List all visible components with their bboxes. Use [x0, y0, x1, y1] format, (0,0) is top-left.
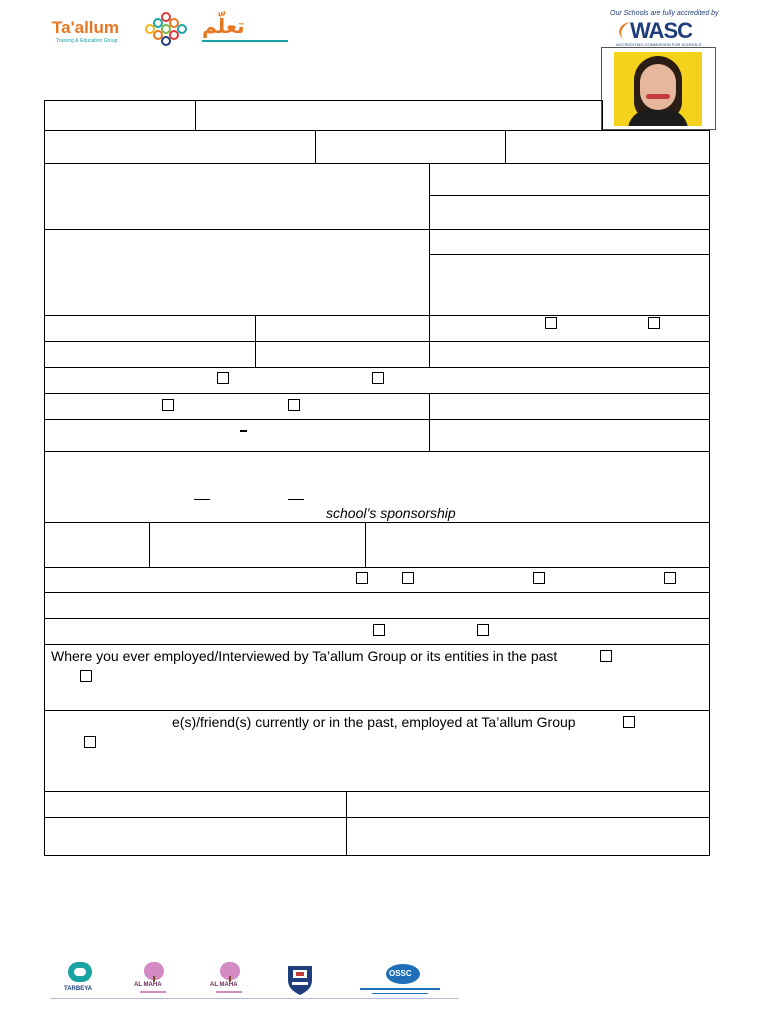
brand-ar-underline	[202, 40, 288, 42]
accreditation-line: Our Schools are fully accredited by	[610, 10, 719, 17]
brand-tagline: Training & Education Group	[56, 38, 118, 44]
form-field-input[interactable]	[429, 229, 710, 255]
underline-blank	[288, 499, 304, 500]
form-field-input[interactable]	[195, 100, 603, 131]
almaha-label: AL MAHA	[134, 982, 162, 988]
tarbeya-logo	[62, 962, 102, 998]
accreditation-logo	[610, 10, 726, 48]
checkbox[interactable]	[84, 736, 96, 748]
form-field-choice	[44, 393, 430, 420]
form-field-input[interactable]	[255, 341, 430, 368]
brand-name-ar: تعلّم	[202, 14, 245, 38]
almaha-label: AL MAHA	[210, 982, 238, 988]
checkbox[interactable]	[477, 624, 489, 636]
checkbox[interactable]	[600, 650, 612, 662]
form-field-input[interactable]	[365, 522, 710, 568]
form-field-input[interactable]	[429, 163, 710, 196]
form-field-input[interactable]	[315, 130, 506, 164]
form-field-label	[346, 791, 710, 818]
almaha-logo	[208, 962, 252, 998]
form-field-input[interactable]	[44, 229, 430, 316]
form-field-label	[44, 100, 196, 131]
form-field-choice	[44, 567, 710, 593]
footer-divider	[50, 998, 458, 999]
checkbox[interactable]	[545, 317, 557, 329]
form-field-input[interactable]	[429, 254, 710, 316]
brand-flower-icon	[144, 12, 188, 46]
photo-frame[interactable]	[601, 47, 716, 130]
checkbox[interactable]	[372, 372, 384, 384]
date-field[interactable]	[346, 817, 710, 856]
form-field-input[interactable]	[44, 341, 256, 368]
checkbox[interactable]	[373, 624, 385, 636]
sponsorship-text: school’s sponsorship	[326, 505, 456, 521]
form-field-label	[44, 522, 150, 568]
tarbeya-label: TARBEYA	[64, 986, 93, 992]
form-field-input[interactable]	[429, 341, 710, 368]
form-field-input[interactable]	[44, 130, 316, 164]
form-field-label	[44, 791, 347, 818]
question-employed-before: Where you ever employed/Interviewed by Ta’allum Group or its entities in the past	[51, 648, 558, 664]
checkbox[interactable]	[217, 372, 229, 384]
signature-field[interactable]	[44, 817, 347, 856]
underline-blank	[194, 499, 210, 500]
form-field-input[interactable]	[44, 163, 430, 230]
form-field-input[interactable]	[44, 419, 430, 452]
checkbox[interactable]	[356, 572, 368, 584]
checkbox[interactable]	[288, 399, 300, 411]
form-field-input[interactable]	[149, 522, 366, 568]
checkbox[interactable]	[162, 399, 174, 411]
form-field-input[interactable]	[429, 195, 710, 230]
brand-logo	[52, 12, 292, 46]
form-field-input[interactable]	[505, 130, 710, 164]
footer-logos	[50, 962, 460, 1002]
checkbox[interactable]	[402, 572, 414, 584]
form-field-choice	[429, 315, 710, 342]
question-relatives-employed: e(s)/friend(s) currently or in the past, employed at Ta’allum Group	[172, 714, 576, 730]
checkbox[interactable]	[533, 572, 545, 584]
brand-name-en: Ta'allum	[52, 18, 120, 37]
ossc-logo	[358, 964, 438, 998]
checkbox[interactable]	[80, 670, 92, 682]
checkbox[interactable]	[648, 317, 660, 329]
form-field-input[interactable]	[429, 393, 710, 420]
form-field-input[interactable]	[44, 315, 256, 342]
accreditor-name: WASC	[630, 18, 692, 43]
form-field-input[interactable]	[44, 592, 710, 619]
applicant-photo	[614, 52, 702, 126]
school-crest-icon	[286, 964, 314, 996]
almaha-logo	[132, 962, 176, 998]
accreditor-subtitle: ACCREDITING COMMISSION FOR SCHOOLS	[616, 42, 702, 47]
checkbox[interactable]	[623, 716, 635, 728]
ossc-label: OSSC	[389, 969, 412, 978]
form-field-input[interactable]	[429, 419, 710, 452]
range-separator	[240, 430, 247, 432]
checkbox[interactable]	[664, 572, 676, 584]
form-field-input[interactable]	[255, 315, 430, 342]
